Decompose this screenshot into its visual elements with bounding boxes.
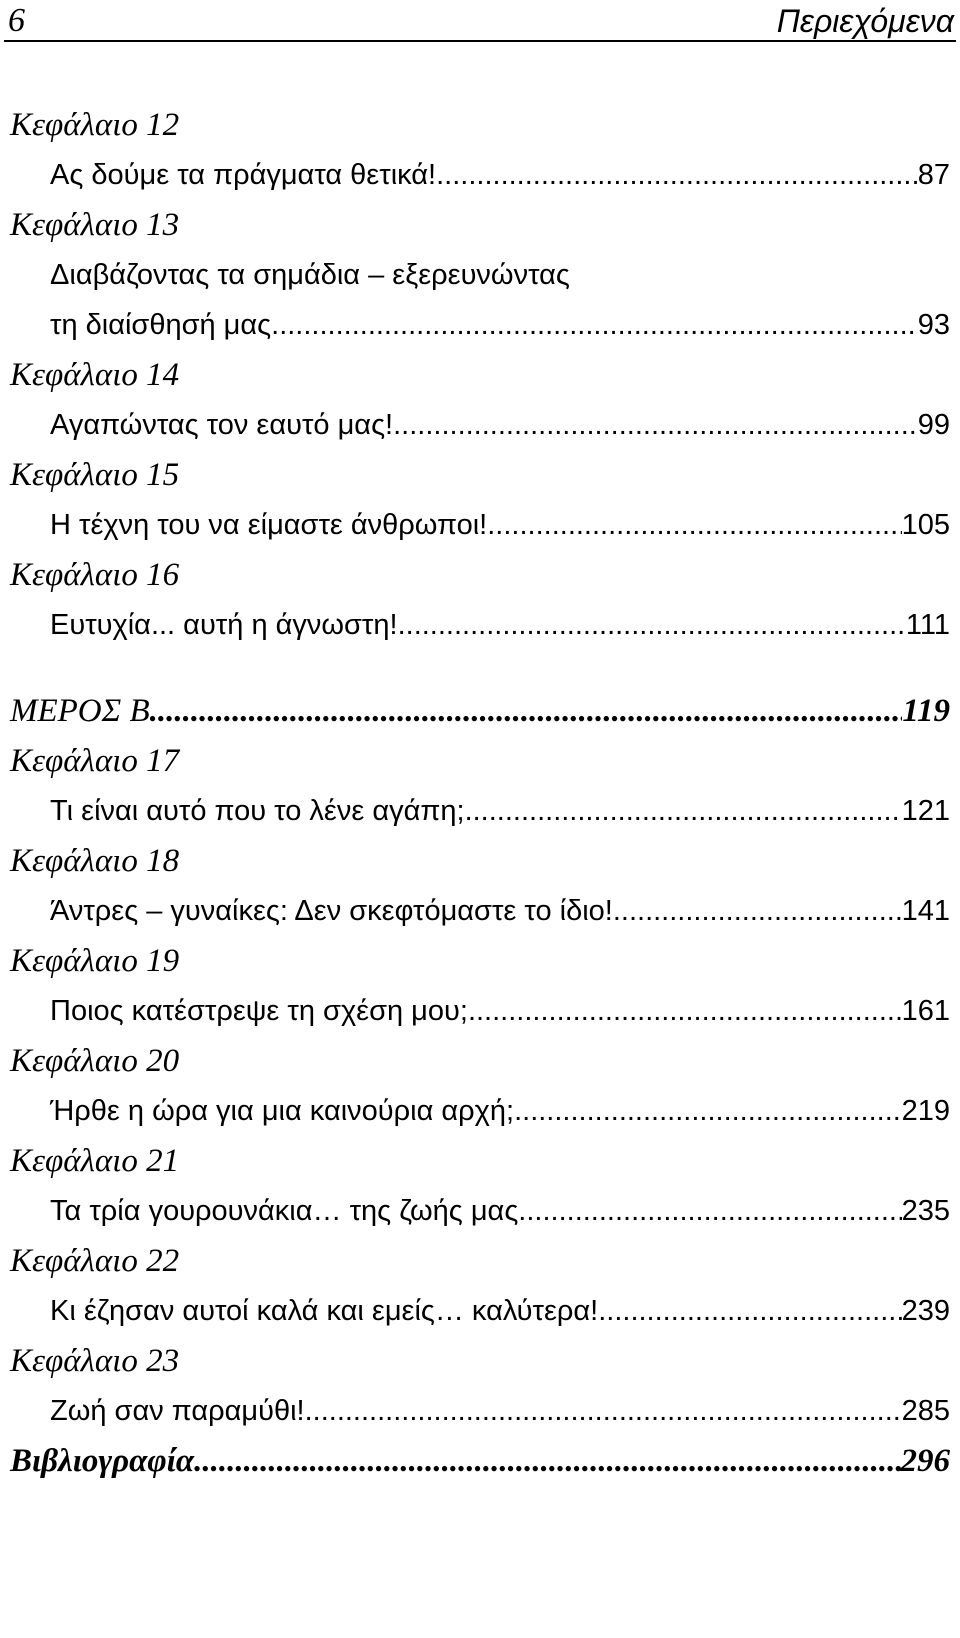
part-title: ΜΕΡΟΣ Β — [10, 693, 150, 729]
chapter-heading: Κεφάλαιο 19 — [10, 943, 180, 979]
page-header — [0, 0, 960, 44]
entry-title: Ήρθε η ώρα για μια καινούρια αρχή; — [50, 1095, 515, 1127]
table-of-contents — [0, 100, 960, 1486]
entry-page: 161 — [901, 995, 950, 1027]
entry-page: 93 — [917, 309, 950, 341]
toc-entry[interactable] — [50, 986, 950, 1036]
entry-page: 99 — [917, 409, 950, 441]
entry-page: 239 — [901, 1295, 950, 1327]
bibliography-entry[interactable] — [10, 1436, 950, 1486]
dot-leader — [514, 1086, 902, 1136]
dot-leader — [398, 600, 906, 650]
entry-title: Τι είναι αυτό που το λένε αγάπη; — [50, 795, 465, 827]
dot-leader — [487, 500, 901, 550]
chapter-heading: Κεφάλαιο 13 — [10, 207, 180, 243]
dot-leader — [613, 886, 902, 936]
entry-page: 235 — [901, 1195, 950, 1227]
entry-title: Ευτυχία... αυτή η άγνωστη! — [50, 609, 398, 641]
chapter-heading: Κεφάλαιο 21 — [10, 1143, 180, 1179]
entry-title: Τα τρία γουρουνάκια… της ζωής μας — [50, 1195, 519, 1227]
chapter-heading: Κεφάλαιο 14 — [10, 357, 180, 393]
chapter-heading: Κεφάλαιο 18 — [10, 843, 180, 879]
part-page: 119 — [902, 693, 950, 729]
entry-title: Άντρες – γυναίκες: Δεν σκεφτόμαστε το ίδιο! — [50, 895, 613, 927]
dot-leader — [518, 1186, 901, 1236]
entry-page: 141 — [901, 895, 950, 927]
toc-entry[interactable] — [50, 1386, 950, 1436]
entry-title: Η τέχνη του να είμαστε άνθρωποι! — [50, 509, 488, 541]
entry-title-line: Διαβάζοντας τα σημάδια – εξερευνώντας — [50, 259, 570, 291]
bibliography-page: 296 — [900, 1443, 950, 1479]
chapter-heading: Κεφάλαιο 12 — [10, 107, 180, 143]
chapter-heading: Κεφάλαιο 22 — [10, 1243, 180, 1279]
entry-title: Ποιος κατέστρεψε τη σχέση μου; — [50, 995, 468, 1027]
entry-page: 105 — [901, 509, 950, 541]
entry-title: Ας δούμε τα πράγματα θετικά! — [50, 159, 437, 191]
dot-leader — [393, 400, 918, 450]
toc-entry[interactable] — [50, 500, 950, 550]
entry-title: Κι έζησαν αυτοί καλά και εμείς… καλύτερα! — [50, 1295, 599, 1327]
dot-leader — [598, 1286, 901, 1336]
chapter-heading: Κεφάλαιο 20 — [10, 1043, 180, 1079]
toc-entry[interactable] — [50, 1086, 950, 1136]
part-heading[interactable] — [10, 686, 950, 736]
dot-leader — [465, 786, 902, 836]
entry-title: τη διαίσθησή μας. — [50, 309, 280, 341]
entry-title: Αγαπώντας τον εαυτό μας! — [50, 409, 394, 441]
section-gap — [0, 650, 960, 686]
chapter-heading: Κεφάλαιο 23 — [10, 1343, 180, 1379]
dot-leader — [468, 986, 902, 1036]
entry-title: Ζωή σαν παραμύθι! — [50, 1395, 305, 1427]
entry-page: 121 — [901, 795, 950, 827]
dot-leader — [436, 150, 918, 200]
running-title: Περιεχόμενα — [776, 3, 954, 39]
chapter-heading: Κεφάλαιο 17 — [10, 743, 180, 779]
dot-leader — [279, 300, 918, 350]
toc-entry[interactable] — [50, 1186, 950, 1236]
entry-page: 285 — [901, 1395, 950, 1427]
dot-leader — [150, 686, 903, 736]
chapter-heading: Κεφάλαιο 15 — [10, 457, 180, 493]
dot-leader — [194, 1436, 900, 1486]
toc-entry[interactable] — [50, 1286, 950, 1336]
entry-page: 111 — [905, 609, 950, 641]
dot-leader — [305, 1386, 902, 1436]
toc-entry[interactable] — [50, 786, 950, 836]
page-number: 6 — [8, 2, 25, 39]
toc-entry[interactable] — [50, 150, 950, 200]
toc-entry[interactable] — [50, 600, 950, 650]
toc-entry[interactable] — [50, 886, 950, 936]
header-rule — [4, 40, 956, 42]
entry-page: 87 — [917, 159, 950, 191]
chapter-heading: Κεφάλαιο 16 — [10, 557, 180, 593]
entry-page: 219 — [901, 1095, 950, 1127]
toc-entry[interactable] — [50, 400, 950, 450]
bibliography-title: Βιβλιογραφία — [10, 1443, 195, 1479]
toc-entry[interactable] — [50, 300, 950, 350]
